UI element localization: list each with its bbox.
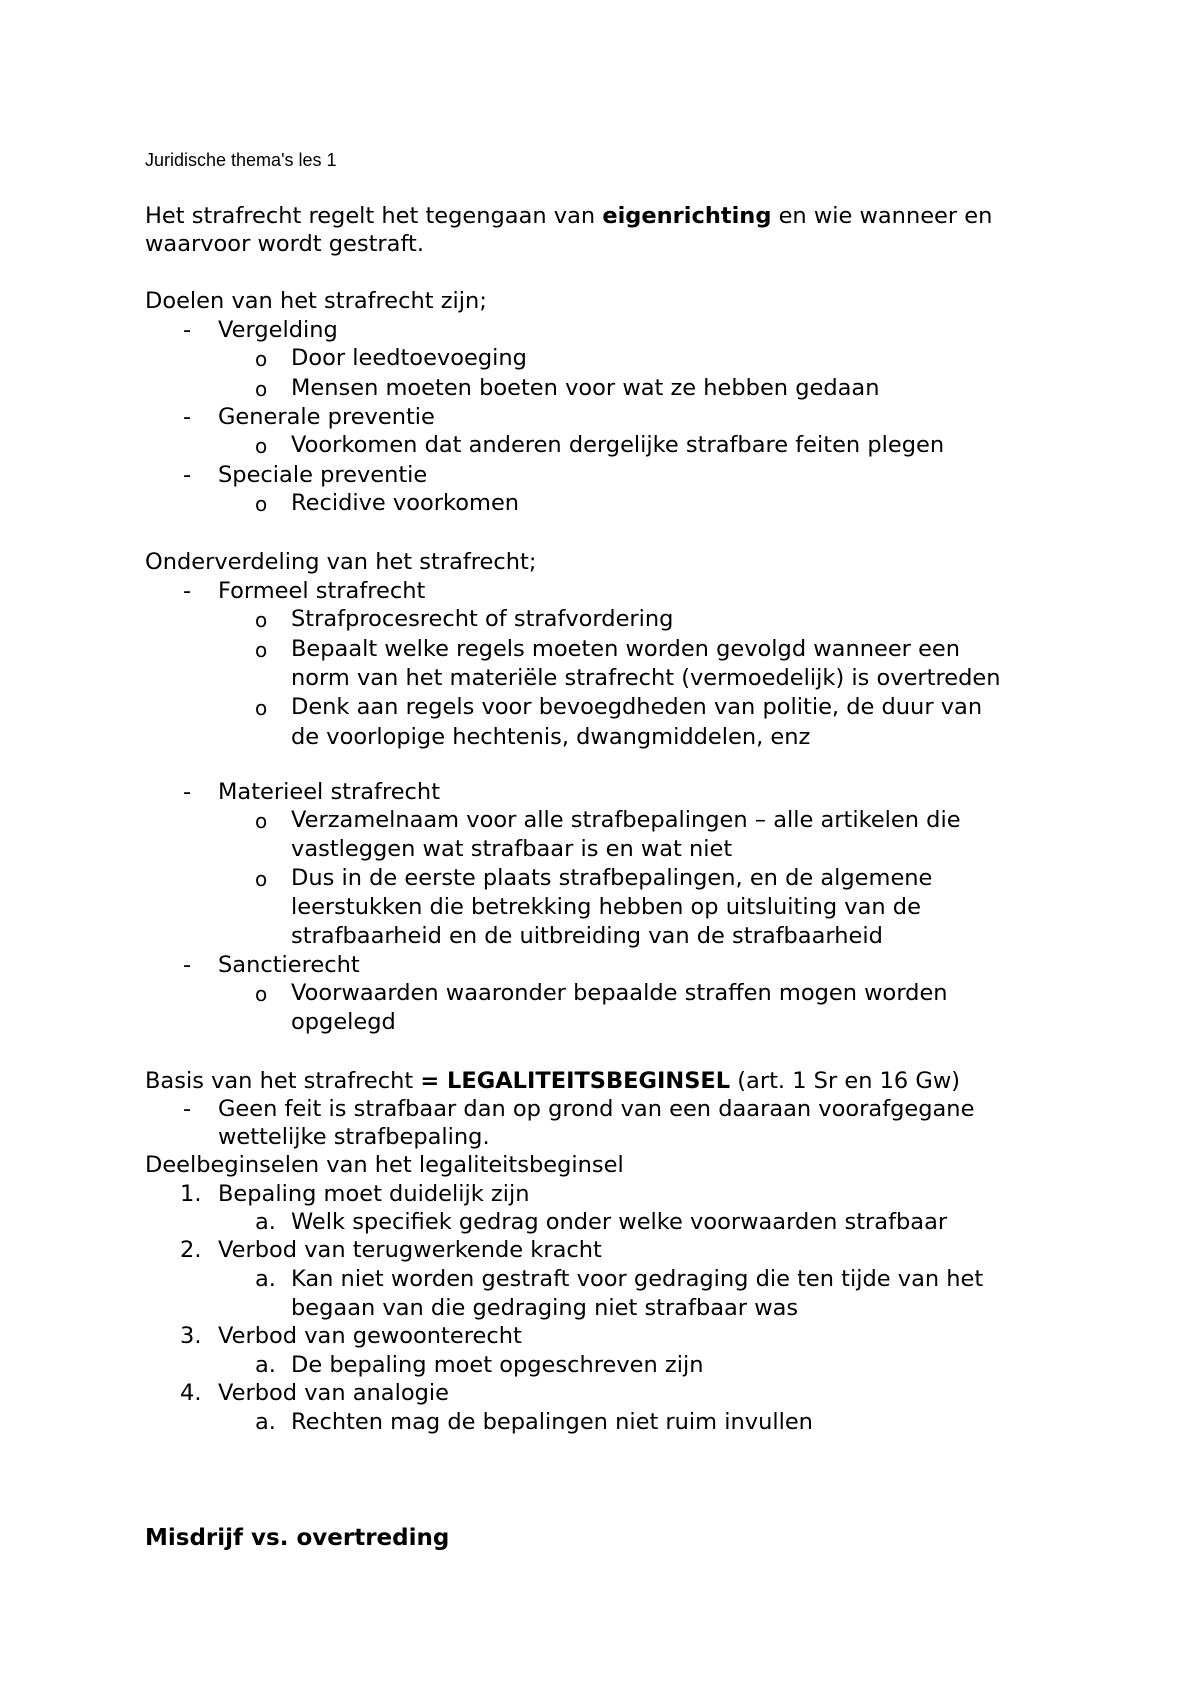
circle-bullet: o bbox=[255, 434, 268, 458]
circle-bullet: o bbox=[255, 867, 268, 891]
dash-bullet: - bbox=[183, 404, 192, 430]
section-heading-misdrijf: Misdrijf vs. overtreding bbox=[145, 1525, 450, 1551]
list-item-formeel: Formeel strafrecht bbox=[218, 578, 426, 604]
circle-bullet: o bbox=[255, 638, 268, 662]
dash-bullet: - bbox=[183, 462, 192, 488]
list-subitem: Denk aan regels voor bevoegdheden van politie, de duur van bbox=[291, 694, 983, 720]
list-item-materieel: Materieel strafrecht bbox=[218, 779, 441, 805]
circle-bullet: o bbox=[255, 982, 268, 1006]
lettered-subitem: Welk specifiek gedrag onder welke voorwaarden strafbaar bbox=[291, 1209, 948, 1235]
list-subitem-cont: leerstukken die betrekking hebben op uitsluiting van de bbox=[291, 894, 921, 920]
list-subitem-cont: de voorlopige hechtenis, dwangmiddelen, enz bbox=[291, 724, 811, 750]
circle-bullet: o bbox=[255, 809, 268, 833]
deelbeginselen-heading: Deelbeginselen van het legaliteitsbeginsel bbox=[145, 1152, 624, 1178]
list-item-vergelding: Vergelding bbox=[218, 317, 338, 343]
intro-bold-term: eigenrichting bbox=[602, 203, 772, 229]
dash-bullet: - bbox=[183, 1096, 192, 1122]
list-subitem-cont: strafbaarheid en de uitbreiding van de strafbaarheid bbox=[291, 923, 883, 949]
circle-bullet: o bbox=[255, 608, 268, 632]
list-item-speciale: Speciale preventie bbox=[218, 462, 428, 488]
list-item-sanctie: Sanctierecht bbox=[218, 952, 360, 978]
dash-bullet: - bbox=[183, 779, 192, 805]
intro-text: Het strafrecht regelt het tegengaan van bbox=[145, 203, 603, 229]
number-marker: 2. bbox=[180, 1237, 202, 1263]
circle-bullet: o bbox=[255, 377, 268, 401]
numbered-item: Verbod van analogie bbox=[218, 1380, 449, 1406]
list-subitem: Recidive voorkomen bbox=[291, 490, 520, 516]
number-marker: 4. bbox=[180, 1380, 202, 1406]
list-subitem: Mensen moeten boeten voor wat ze hebben gedaan bbox=[291, 375, 880, 401]
numbered-item: Verbod van gewoonterecht bbox=[218, 1323, 522, 1349]
lettered-subitem: Kan niet worden gestraft voor gedraging die ten tijde van het bbox=[291, 1266, 984, 1292]
list-subitem-cont: vastleggen wat strafbaar is en wat niet bbox=[291, 836, 733, 862]
list-subitem-cont: opgelegd bbox=[291, 1009, 396, 1035]
list-subitem: Strafprocesrecht of strafvordering bbox=[291, 606, 674, 632]
basis-line bbox=[145, 1067, 960, 1095]
dash-bullet: - bbox=[183, 952, 192, 978]
list-item: Geen feit is strafbaar dan op grond van een daaraan voorafgegane bbox=[218, 1096, 975, 1122]
letter-marker: a. bbox=[255, 1352, 276, 1378]
letter-marker: a. bbox=[255, 1409, 276, 1435]
basis-reference: (art. 1 Sr en 16 Gw) bbox=[730, 1068, 961, 1094]
circle-bullet: o bbox=[255, 492, 268, 516]
basis-bold-term: = LEGALITEITSBEGINSEL bbox=[420, 1068, 731, 1094]
list-subitem: Verzamelnaam voor alle strafbepalingen – alle artikelen die bbox=[291, 807, 961, 833]
numbered-item: Verbod van terugwerkende kracht bbox=[218, 1237, 602, 1263]
document-title: Juridische thema's les 1 bbox=[145, 150, 337, 170]
list-subitem: Dus in de eerste plaats strafbepalingen, en de algemene bbox=[291, 865, 933, 891]
circle-bullet: o bbox=[255, 347, 268, 371]
doelen-heading: Doelen van het strafrecht zijn; bbox=[145, 288, 487, 314]
list-subitem: Voorwaarden waaronder bepaalde straffen mogen worden bbox=[291, 980, 948, 1006]
onderverdeling-heading: Onderverdeling van het strafrecht; bbox=[145, 549, 537, 575]
letter-marker: a. bbox=[255, 1266, 276, 1292]
lettered-subitem: De bepaling moet opgeschreven zijn bbox=[291, 1352, 704, 1378]
circle-bullet: o bbox=[255, 696, 268, 720]
list-subitem: Bepaalt welke regels moeten worden gevolgd wanneer een bbox=[291, 636, 961, 662]
intro-line-2: waarvoor wordt gestraft. bbox=[145, 231, 424, 257]
numbered-item: Bepaling moet duidelijk zijn bbox=[218, 1181, 530, 1207]
list-subitem: Door leedtoevoeging bbox=[291, 345, 527, 371]
dash-bullet: - bbox=[183, 317, 192, 343]
list-subitem-cont: norm van het materiële strafrecht (vermoedelijk) is overtreden bbox=[291, 665, 1001, 691]
intro-line-1 bbox=[145, 202, 992, 230]
dash-bullet: - bbox=[183, 578, 192, 604]
list-subitem: Voorkomen dat anderen dergelijke strafbare feiten plegen bbox=[291, 432, 945, 458]
list-item-cont: wettelijke strafbepaling. bbox=[218, 1124, 490, 1150]
lettered-subitem: Rechten mag de bepalingen niet ruim invullen bbox=[291, 1409, 813, 1435]
basis-text: Basis van het strafrecht bbox=[145, 1068, 421, 1094]
number-marker: 3. bbox=[180, 1323, 202, 1349]
list-item-generale: Generale preventie bbox=[218, 404, 435, 430]
intro-text-end: en wie wanneer en bbox=[771, 203, 993, 229]
letter-marker: a. bbox=[255, 1209, 276, 1235]
lettered-subitem-cont: begaan van die gedraging niet strafbaar was bbox=[291, 1295, 799, 1321]
number-marker: 1. bbox=[180, 1181, 202, 1207]
